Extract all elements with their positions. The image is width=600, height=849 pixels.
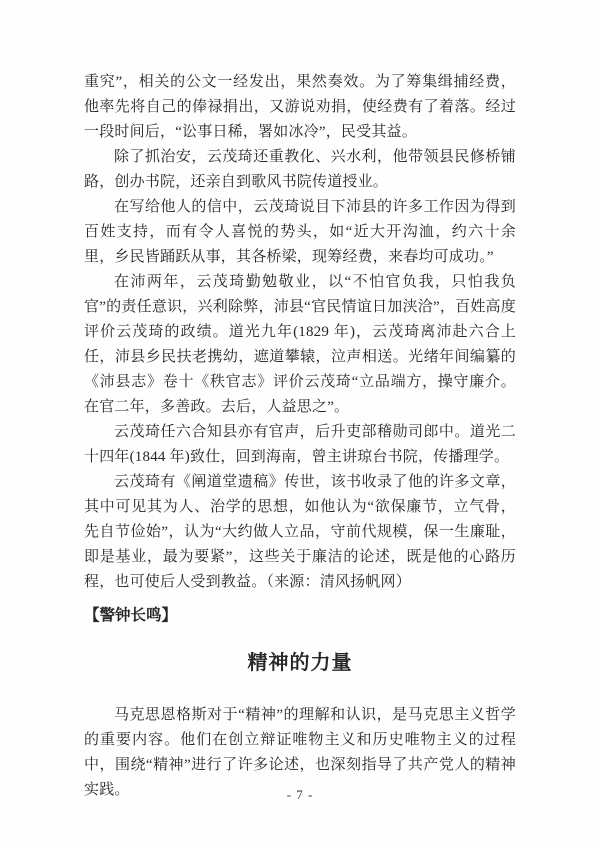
paragraph: 在写给他人的信中，云茂琦说目下沛县的许多工作因为得到百姓支持，而有令人喜悦的势头，如“近大开沟洫，约六十余里，乡民皆踊跃从事，其各桥梁，现筹经费，来春均可成功。”: [84, 199, 516, 265]
article-text-block: [84, 70, 516, 803]
paragraph: 马克思恩格斯对于“精神”的理解和认识，是马克思主义哲学的重要内容。他们在创立辩证唯物主义和历史唯物主义的过程中，围绕“精神”进行了许多论述，也深刻指导了共产党人的精神实践。: [84, 707, 516, 798]
paragraph: 云茂琦有《阐道堂遗稿》传世，该书收录了他的许多文章，其中可见其为人、治学的思想，如他认为“欲保廉节，立气骨，先自节俭始”，认为“大约做人立品，守前代规模，保一生廉耻，即是基业，最为要紧”，这些关于廉洁的论述，既是他的心路历程，也可使后人受到教益。（来源：清风扬帆网）: [84, 474, 516, 590]
paragraph-continued: 重究”，相关的公文一经发出，果然奏效。为了筹集缉捕经费，他率先将自己的俸禄捐出，又游说劝捐，使经费有了着落。经过一段时间后，“讼事日稀，署如冰冷”，民受其益。: [84, 74, 516, 140]
paragraph: 除了抓治安，云茂琦还重教化、兴水利，他带领县民修桥铺路，创办书院，还亲自到歌风书院传道授业。: [84, 149, 516, 190]
section-title: 精神的力量: [247, 652, 353, 674]
paragraph: 在沛两年，云茂琦勤勉敬业，以“不怕官负我，只怕我负官”的责任意识，兴利除弊，沛县“官民情谊日加浃洽”，百姓高度评价云茂琦的政绩。道光九年(1829 年)，云茂琦离沛赴六合上任，沛县乡民扶老携幼，遮道攀辕，泣声相送。光绪年间编纂的《沛县志》卷十《秩官志》评价云茂琦“立品端方，操守廉介。在官二年，多善政。去后，人益思之”。: [84, 274, 516, 415]
page-number: - 7 -: [286, 787, 314, 802]
section-marker: 【警钟长鸣】: [84, 607, 178, 624]
paragraph: 云茂琦任六合知县亦有官声，后升吏部稽勋司郎中。道光二十四年(1844 年)致仕，回到海南，曾主讲琼台书院，传播理学。: [84, 424, 516, 465]
